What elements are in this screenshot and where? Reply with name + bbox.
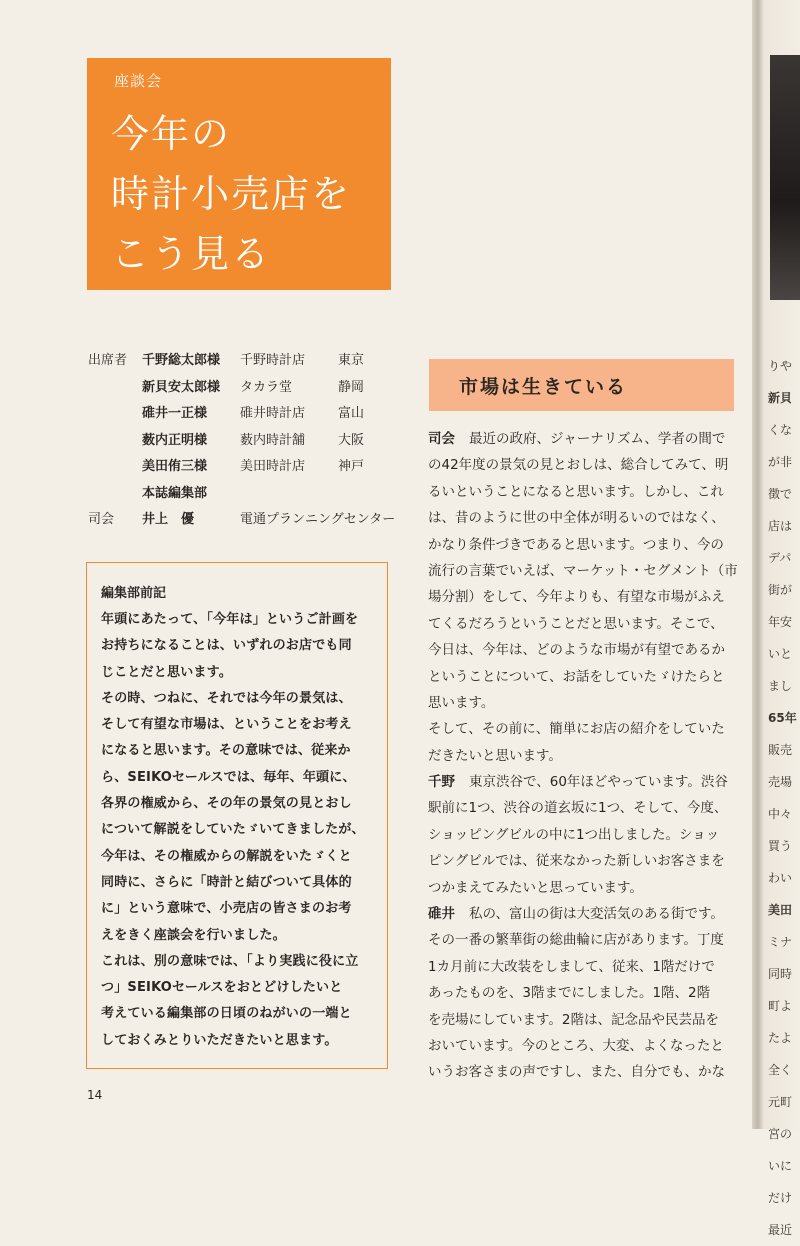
section-heading-box (429, 359, 734, 411)
discussion-text: 東京渋谷で、60年ほどやっています。渋谷 (469, 774, 728, 791)
discussion-line (428, 611, 748, 637)
discussion-line (428, 743, 748, 769)
discussion-line (428, 426, 748, 452)
editor-note-line: 今年は、その権威からの解説をいたゞくと (101, 848, 352, 864)
editor-note-box (86, 562, 388, 1069)
next-page-fragment: まし (768, 679, 793, 693)
title-line: 時計小売店を (111, 172, 352, 216)
discussion-text: 場分割）をして、今年よりも、有望な市場がふえ (428, 589, 725, 606)
discussion-text: ピングビルでは、従来なかった新しいお客さまを (428, 853, 725, 870)
speaker-name: 千野 (428, 774, 455, 791)
next-page-fragment: 新貝 (768, 391, 793, 405)
page-number: 14 (87, 1088, 103, 1102)
next-page-fragment: りや (768, 359, 793, 373)
next-page-text-edge (768, 350, 800, 1246)
next-page-fragment: わい (768, 871, 793, 885)
next-page-fragment: たよ (768, 1031, 793, 1045)
speaker-name: 碓井 (428, 906, 455, 923)
next-page-fragment: ミナ (768, 935, 793, 949)
editor-note-line: これは、別の意味では、「より実践に役に立 (101, 953, 359, 969)
editor-note-line: 年頭にあたって、「今年は」というご計画を (101, 612, 359, 627)
discussion-text: 今日は、今年は、どのような市場が有望であるか (428, 642, 725, 659)
title-block (87, 58, 391, 290)
discussion-line (428, 479, 748, 505)
editor-note-title: 編集部前記 (101, 586, 167, 601)
next-page-fragment: 全く (768, 1063, 793, 1077)
discussion-line (428, 875, 748, 901)
attendee-row: 碓井一正様 碓井時計店 富山 (142, 406, 365, 421)
editor-note-line: つ」SEIKOセールスをおとどけしたいと (101, 980, 343, 996)
editor-note-line: しておくみとりいただきたいと思ます。 (101, 1032, 338, 1048)
attendee-row: 新貝安太郎様 タカラ堂 静岡 (142, 379, 365, 395)
next-page-fragment: 町よ (768, 999, 793, 1013)
discussion-text: るいということになると思います。しかし、これ (428, 483, 724, 500)
editor-note-line: 同時に、さらに「時計と結びついて具体的 (101, 874, 352, 890)
discussion-line (428, 1007, 748, 1033)
next-page-fragment: いに (768, 1159, 793, 1173)
discussion-body (428, 426, 748, 1086)
discussion-text: あったものを、3階までにしました。1階、2階 (428, 985, 711, 1002)
section-heading: 市場は生きている (459, 376, 628, 398)
discussion-text: は、昔のように世の中全体が明るいのではなく、 (428, 510, 725, 527)
discussion-text: ということについて、お話をしていたゞけたらと (428, 668, 725, 685)
next-page-fragment: 元町 (768, 1095, 793, 1109)
next-page-fragment: 同時 (768, 967, 793, 981)
next-page-fragment: くな (768, 423, 793, 437)
next-page-fragment: 店は (768, 519, 793, 533)
discussion-text: おいています。今のところ、大変、よくなったと (428, 1037, 724, 1054)
article-title (111, 104, 351, 284)
discussion-line (428, 769, 748, 795)
discussion-text: つかまえてみたいと思っています。 (428, 879, 643, 896)
discussion-line (428, 505, 748, 531)
moderator-row: 司会 井上 優 電通プランニングセンター (88, 512, 396, 527)
next-page-fragment: が非 (768, 455, 793, 469)
editor-note-line: 考えている編集部の日頃のねがいの一端と (101, 1006, 352, 1022)
next-page-fragment: 販売 (768, 743, 793, 757)
next-page-fragment: 美田 (768, 903, 793, 917)
title-line: こう見る (111, 232, 272, 276)
discussion-line (428, 558, 748, 584)
discussion-line (428, 901, 748, 927)
discussion-line (428, 980, 748, 1006)
discussion-line (428, 848, 748, 874)
discussion-text: 駅前に1つ、渋谷の道玄坂に1つ、そして、今度、 (428, 800, 728, 817)
discussion-text: を売場にしています。2階は、記念品や民芸品を (428, 1011, 720, 1028)
attendee-list (88, 348, 408, 534)
discussion-line (428, 690, 748, 716)
discussion-line (428, 716, 748, 742)
discussion-text: の42年度の景気の見とおしは、総合してみて、明 (428, 457, 729, 474)
discussion-text: そして、その前に、簡単にお店の紹介をしていた (428, 721, 725, 738)
discussion-text: だきたいと思います。 (428, 747, 562, 764)
editor-note-line: えをきく座談会を行いました。 (101, 927, 286, 943)
discussion-line (428, 584, 748, 610)
next-page-fragment: 売場 (768, 775, 793, 789)
next-page-fragment: デパ (768, 551, 792, 565)
discussion-text: 最近の政府、ジャーナリズム、学者の間で (469, 431, 726, 447)
discussion-text: 私の、富山の街は大変活気のある街です。 (469, 906, 724, 923)
speaker-name: 司会 (428, 431, 455, 447)
discussion-line (428, 532, 748, 558)
next-page-fragment: いと (768, 647, 793, 661)
discussion-text: てくるだろうということだと思います。そこで、 (428, 615, 724, 632)
discussion-text: 思います。 (428, 694, 495, 711)
next-page-fragment: 街が (768, 583, 793, 597)
next-page-fragment: 年安 (768, 615, 793, 629)
discussion-text: いうお客さまの声ですし、また、自分でも、かな (428, 1064, 725, 1081)
next-page-fragment: 買う (768, 839, 793, 853)
discussion-text: 流行の言葉でいえば、マーケット・セグメント（市 (428, 562, 738, 579)
editor-note-line: について解説をしていたゞいてきましたが、 (101, 822, 365, 838)
editor-note-line: ら、SEIKOセールスでは、毎年、年頭に、 (101, 769, 356, 785)
discussion-line (428, 927, 748, 953)
attendee-row: 本誌編集部 (142, 485, 208, 501)
title-line: 今年の (111, 112, 232, 156)
discussion-line (428, 664, 748, 690)
attendee-row: 出席者 千野総太郎様 千野時計店 東京 (88, 353, 365, 368)
next-page-fragment: 宮の (768, 1127, 793, 1141)
title-kicker: 座談会 (114, 72, 163, 90)
editor-note-line: そして有望な市場は、ということをお考え (101, 717, 352, 733)
discussion-line (428, 795, 748, 821)
editor-note-line: その時、つねに、それでは今年の景気は、 (101, 690, 352, 706)
attendee-row: 美田侑三様 美田時計店 神戸 (142, 459, 365, 474)
discussion-text: 1カ月前に大改装をしまして、従来、1階だけで (428, 958, 715, 975)
discussion-text: その一番の繁華街の総曲輪に店があります。丁度 (428, 932, 724, 949)
discussion-line (428, 452, 748, 478)
attendee-row: 薮内正明様 薮内時計舗 大阪 (142, 432, 365, 448)
editor-note-line: お持ちになることは、いずれのお店でも同 (101, 638, 352, 654)
editor-note-line: になると思います。その意味では、従来か (101, 743, 351, 759)
editor-note-line: じことだと思います。 (101, 664, 232, 680)
next-page-fragment: 中々 (768, 807, 793, 821)
discussion-line (428, 1033, 748, 1059)
discussion-line (428, 1059, 748, 1085)
discussion-line (428, 637, 748, 663)
next-page-photo-edge (770, 55, 800, 300)
next-page-fragment: 最近 (768, 1223, 793, 1237)
discussion-line (428, 822, 748, 848)
next-page-fragment: 65年 (768, 711, 797, 725)
discussion-text: ショッピングビルの中に1つ出しました。ショッ (428, 826, 720, 843)
next-page-fragment: 徴で (768, 487, 793, 501)
next-page-fragment: だけ (768, 1191, 793, 1205)
editor-note-line: 各界の権威から、その年の景気の見とおし (101, 796, 352, 812)
discussion-line (428, 954, 748, 980)
editor-note-line: に」という意味で、小売店の皆さまのお考 (101, 901, 352, 917)
discussion-text: かなり条件づきであると思います。つまり、今の (428, 536, 724, 553)
